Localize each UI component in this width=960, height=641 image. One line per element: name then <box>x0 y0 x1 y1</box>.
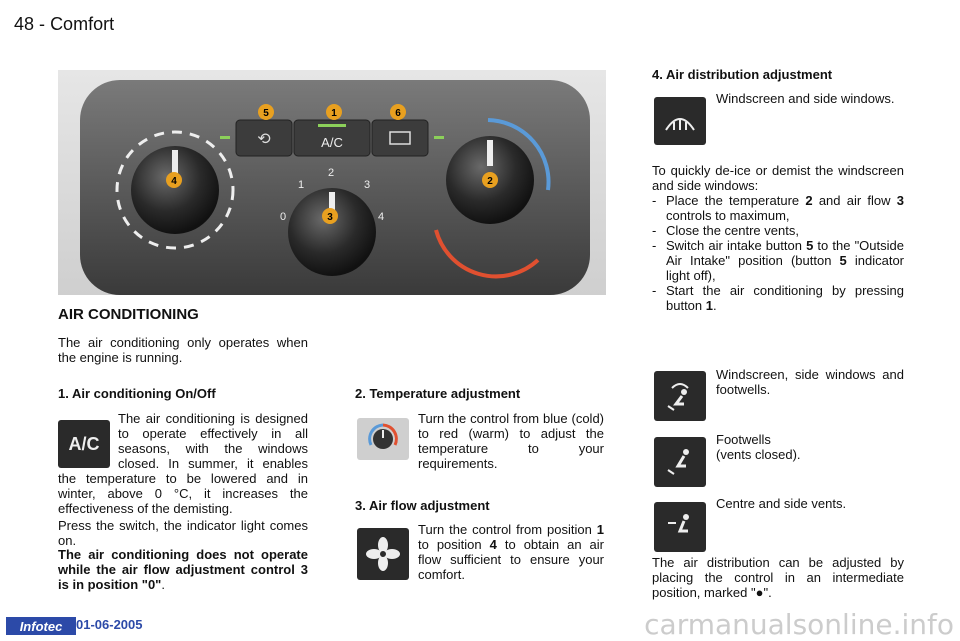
s4-d3: Footwells (vents closed). <box>716 432 801 462</box>
demist-step-2: - Close the centre vents, <box>652 223 904 238</box>
fan-tick-0: 0 <box>280 211 287 223</box>
callout-6-label: 6 <box>395 108 401 119</box>
face-vents-icon <box>654 502 706 552</box>
ac-intro: The air conditioning only operates when the engine is running. <box>58 335 308 365</box>
s2-heading: 2. Temperature adjustment <box>355 386 521 401</box>
callout-4-label: 4 <box>171 176 177 187</box>
s2-text: Turn the control from blue (cold) to red (warm) to adjust the temperature to your requirements. <box>418 411 604 471</box>
s1-heading: 1. Air conditioning On/Off <box>58 386 216 401</box>
s1-para1: The air conditioning is designed to operate effectively in all seasons, with the windows closed. In summer, it enables the temperature to be lowered and in winter, above 0 °C, it increases the effectiveness of the demisting. <box>58 411 308 516</box>
ac-icon-label: A/C <box>68 433 100 454</box>
page-header <box>14 14 114 35</box>
demist-steps <box>652 193 904 313</box>
section-title: Comfort <box>50 14 115 34</box>
fan-tick-4: 4 <box>378 211 385 223</box>
rear-defrost-button <box>372 120 428 156</box>
ac-indicator-light <box>318 124 346 127</box>
header-separator: - <box>39 14 46 34</box>
s4-d2: Windscreen, side windows and footwells. <box>716 367 904 397</box>
control-panel-illustration <box>58 70 606 295</box>
fan-icon <box>357 528 409 580</box>
watermark: carmanualsonline.info <box>644 608 954 641</box>
s1-para3: The air conditioning does not operate while the air flow adjustment control 3 is in position "0". <box>58 547 308 592</box>
callout-3-label: 3 <box>327 212 333 223</box>
windscreen-footwell-icon <box>654 371 706 421</box>
callout-5-label: 5 <box>263 108 269 119</box>
recirc-icon: ⟲ <box>257 129 271 148</box>
ac-section <box>58 306 308 365</box>
fan-tick-2: 2 <box>328 167 335 179</box>
s4-d1: Windscreen and side windows. <box>716 91 895 106</box>
s4-demist-intro: To quickly de-ice or demist the windscreen and side windows: <box>652 163 904 193</box>
s4-d4: Centre and side vents. <box>716 496 847 511</box>
windscreen-icon <box>654 97 706 145</box>
s4-heading: 4. Air distribution adjustment <box>652 67 833 82</box>
page-number: 48 <box>14 14 35 34</box>
callout-1-label: 1 <box>331 108 337 119</box>
footer-date: 01-06-2005 <box>76 617 143 632</box>
fan-tick-1: 1 <box>298 179 305 191</box>
demist-step-3: - Switch air intake button 5 to the "Outside Air Intake" position (button 5 indicator light off), <box>652 238 904 283</box>
demist-step-4: - Start the air conditioning by pressing button 1. <box>652 283 904 313</box>
ac-title: AIR CONDITIONING <box>58 306 199 323</box>
ac-button-label: A/C <box>321 135 343 150</box>
callout-2-label: 2 <box>487 176 493 187</box>
temperature-knob-icon <box>357 418 409 460</box>
demist-step-1: - Place the temperature 2 and air flow 3 controls to maximum, <box>652 193 904 223</box>
footwell-icon <box>654 437 706 487</box>
infotec-logo: Infotec <box>6 617 76 635</box>
s3-heading: 3. Air flow adjustment <box>355 498 490 513</box>
s3-text: Turn the control from position 1 to position 4 to obtain an air flow sufficient to ensure your comfort. <box>418 522 605 582</box>
fan-tick-3: 3 <box>364 179 371 191</box>
s1-para2: Press the switch, the indicator light comes on. <box>58 518 308 548</box>
s4-closing: The air distribution can be adjusted by placing the control in an intermediate position, marked "●". <box>652 555 904 600</box>
control-panel-photo <box>58 70 606 295</box>
